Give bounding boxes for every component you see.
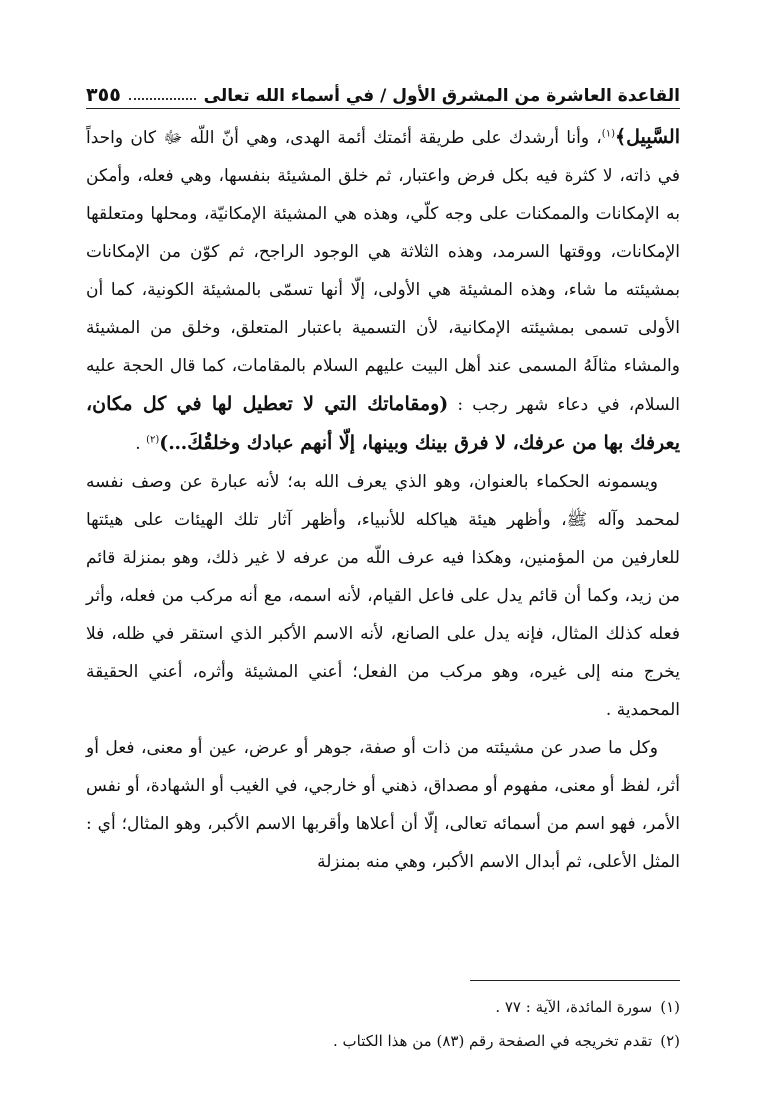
footnote-ref-2: (٢) [146, 434, 160, 446]
header-rule [86, 108, 680, 109]
page-number: ٣٥٥ [86, 84, 121, 106]
paragraph-2: ويسمونه الحكماء بالعنوان، وهو الذي يعرف الله به؛ لأنه عبارة عن وصف نفسه لمحمد وآله ﷺ، وأظهر هيئة هياكله للأنبياء، وأظهر آثار تلك الهيئات على هيئتها للعارفين من المؤمنين، وهكذا فيه عرف اللّه من عرفه لا غير ذلك، وهو بمنزلة قائم من زيد، وكما أن قائم يدل على فاعل القيام، لأنه اسمه، مع أنه مركب من فعله، وأثر فعله كذلك المثال، فإنه يدل على الصانع، لأنه الاسم الأكبر الذي استقر في ظله، فلا يخرج منه إلى غيره، وهو مركب من الفعل؛ أعني المشيئة وأثره، أعني الحقيقة المحمدية . [86, 472, 680, 720]
footnote-number: (١) [660, 998, 680, 1016]
footnotes [86, 990, 680, 1058]
footnote-1 [86, 990, 680, 1024]
paragraph-1-end: . [135, 434, 147, 454]
footnote-2 [86, 1024, 680, 1058]
paragraph-1-text: ، وأنا أرشدك على طريقة أئمتك أئمة الهدى، وهي أنّ اللّه ﷻ كان واحداً في ذاته، لا كثرة فيه بكل فرض واعتبار، ثم خلق المشيئة بنفسها، وهي فعله، وأمكن به الإمكانات والممكنات على وجه كلّي، وهذه هي المشيئة الإمكانيّة، ومحلها ومتعلقها الإمكانات، ووقتها السرمد، وهذه الثلاثة هي الوجود الراجح، ثم كوّن من الإمكانات بمشيئته ما شاء، وهذه المشيئة هي الأولى، إلّا أنها تسمّى بالمشيئة الكونية، كما أن الأولى تسمى بمشيئته الإمكانية، لأن التسمية باعتبار المتعلق، وخلق من المشيئة والمشاء مثالَهُ المسمى عند أهل البيت عليهم السلام بالمقامات، كما قال الحجة عليه السلام، في دعاء شهر رجب : [86, 128, 680, 415]
paragraph-1 [86, 118, 680, 463]
running-header [86, 70, 680, 106]
prayer-quote: (ومقاماتك التي لا تعطيل لها في كل مكان، يعرفك بها من عرفك، لا فرق بينك وبينها، إلّا أنهم عبادك وخلقُكَ…) [86, 393, 680, 454]
footnote-ref-1: (١) [601, 128, 615, 140]
main-text [86, 118, 680, 881]
running-header-title: القاعدة العاشرة من المشرق الأول / في أسماء الله تعالى [203, 86, 680, 106]
header-dot-leader [129, 98, 196, 100]
quran-quote-end: السَّبِيل﴾ [614, 126, 680, 148]
footnote-number: (٢) [660, 1032, 680, 1050]
paragraph-3: وكل ما صدر عن مشيئته من ذات أو صفة، جوهر أو عرض، عين أو معنى، فعل أو أثر، لفظ أو معنى، مفهوم أو مصداق، ذهني أو خارجي، في الغيب أو الشهادة، أو نفس الأمر، فهو اسم من أسمائه تعالى، إلّا أن أعلاها وأقربها الاسم الأكبر، وهو المثال؛ أي : المثل الأعلى، ثم أبدال الاسم الأكبر، وهي منه بمنزلة [86, 738, 680, 872]
footnote-rule [470, 980, 680, 981]
footnote-text: تقدم تخريجه في الصفحة رقم (٨٣) من هذا الكتاب . [332, 1032, 653, 1050]
footnote-text: سورة المائدة، الآية : ٧٧ . [495, 998, 653, 1016]
